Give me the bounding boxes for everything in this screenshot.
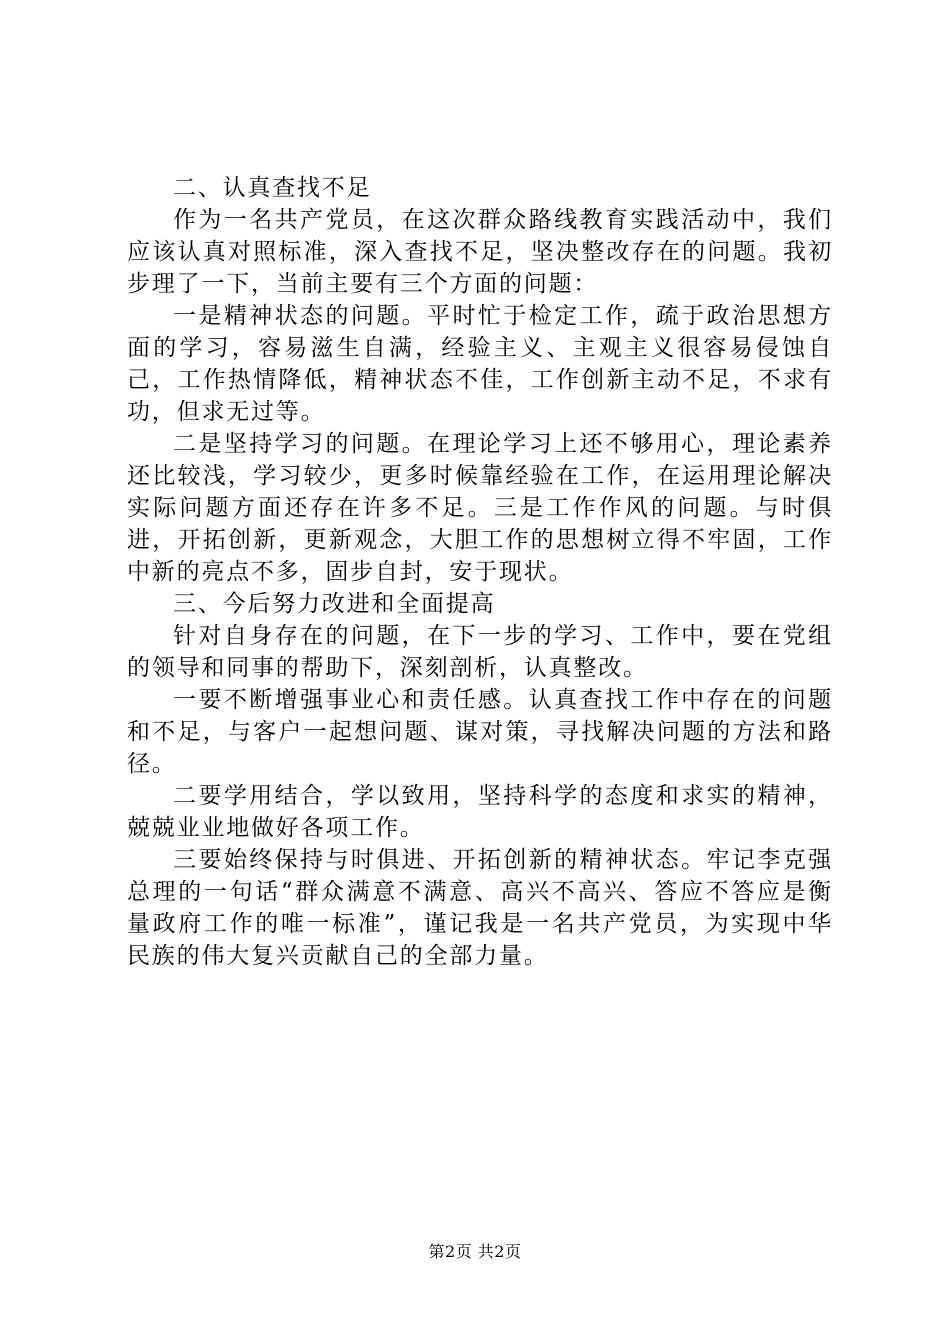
- paragraph-study: 二是坚持学习的问题。在理论学习上还不够用心，理论素养还比较浅，学习较少，更多时候靠经验在工作，在运用理论解决实际问题方面还存在许多不足。三是工作作风的问题。与时俱进，开拓创新，更新观念，大胆工作的思想树立得不牢固，工作中新的亮点不多，固步自封，安于现状。: [127, 431, 833, 585]
- page-number-footer: 第2页 共2页: [428, 1242, 522, 1261]
- paragraph-learning: 二要学用结合，学以致用，坚持科学的态度和求实的精神，兢兢业业地做好各项工作。: [127, 783, 833, 841]
- section-heading-3: 三、今后努力改进和全面提高: [173, 591, 496, 617]
- paragraph-responsibility: 一要不断增强事业心和责任感。认真查找工作中存在的问题和不足，与客户一起想问题、谋对策，寻找解决问题的方法和路径。: [127, 687, 833, 777]
- document-body: [127, 172, 833, 972]
- paragraph-conclusion: 三要始终保持与时俱进、开拓创新的精神状态。牢记李克强总理的一句话“群众满意不满意、高兴不高兴、答应不答应是衡量政府工作的唯一标准”，谨记我是一名共产党员，为实现中华民族的伟大复兴贡献自己的全部力量。: [127, 847, 833, 969]
- section-heading-2: 二、认真查找不足: [173, 175, 372, 201]
- paragraph-spirit-state: 一是精神状态的问题。平时忙于检定工作，疏于政治思想方面的学习，容易滋生自满，经验主义、主观主义很容易侵蚀自己，工作热情降低，精神状态不佳，工作创新主动不足，不求有功，但求无过等。: [127, 303, 833, 425]
- paragraph-improvement-intro: 针对自身存在的问题，在下一步的学习、工作中，要在党组的领导和同事的帮助下，深刻剖析，认真整改。: [127, 623, 833, 681]
- paragraph-intro: 作为一名共产党员，在这次群众路线教育实践活动中，我们应该认真对照标准，深入查找不足，坚决整改存在的问题。我初步理了一下，当前主要有三个方面的问题：: [127, 207, 833, 297]
